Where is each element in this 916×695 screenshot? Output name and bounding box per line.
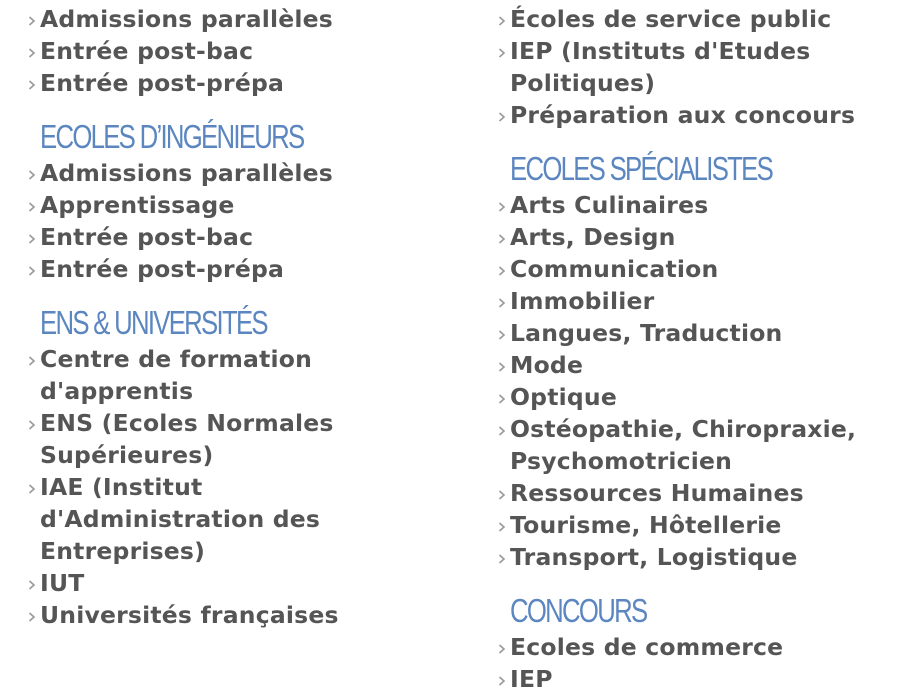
- section-unnamed-top-right: [498, 3, 908, 131]
- chevron-right-icon: [28, 356, 36, 366]
- link-list: [498, 631, 908, 695]
- chevron-right-icon: [498, 234, 506, 244]
- list-item[interactable]: [498, 631, 908, 663]
- chevron-right-icon: [498, 362, 506, 372]
- chevron-right-icon: [28, 170, 36, 180]
- left-column: [28, 0, 448, 631]
- link-list: [498, 3, 908, 131]
- list-item[interactable]: [28, 407, 448, 471]
- link-list: [28, 3, 448, 99]
- link-text[interactable]: Communication: [510, 255, 719, 283]
- list-item[interactable]: [498, 413, 908, 477]
- link-text[interactable]: Préparation aux concours: [510, 101, 856, 129]
- link-text[interactable]: Apprentissage: [40, 191, 235, 219]
- link-list: [498, 189, 908, 573]
- section-concours: [498, 594, 908, 695]
- chevron-right-icon: [28, 420, 36, 430]
- section-heading[interactable]: ENS & UNIVERSITÉS: [40, 304, 267, 341]
- chevron-right-icon: [28, 80, 36, 90]
- section-heading[interactable]: CONCOURS: [510, 592, 647, 629]
- list-item[interactable]: [498, 317, 908, 349]
- link-text[interactable]: Entrée post-prépa: [40, 255, 285, 283]
- link-text[interactable]: IAE (Institut d'Administration des Entreprises): [40, 473, 321, 565]
- link-text[interactable]: Entrée post-bac: [40, 37, 254, 65]
- list-item[interactable]: [498, 189, 908, 221]
- chevron-right-icon: [498, 426, 506, 436]
- link-text[interactable]: IEP: [510, 665, 553, 693]
- section-heading[interactable]: ECOLES D’INGÉNIEURS: [40, 118, 304, 155]
- link-text[interactable]: ENS (Ecoles Normales Supérieures): [40, 409, 334, 469]
- chevron-right-icon: [498, 48, 506, 58]
- list-item[interactable]: [28, 3, 448, 35]
- chevron-right-icon: [28, 580, 36, 590]
- list-item[interactable]: [28, 67, 448, 99]
- chevron-right-icon: [498, 16, 506, 26]
- chevron-right-icon: [498, 522, 506, 532]
- chevron-right-icon: [28, 484, 36, 494]
- link-text[interactable]: Langues, Traduction: [510, 319, 783, 347]
- chevron-right-icon: [28, 202, 36, 212]
- chevron-right-icon: [498, 298, 506, 308]
- link-text[interactable]: Arts, Design: [510, 223, 676, 251]
- link-text[interactable]: IUT: [40, 569, 85, 597]
- link-text[interactable]: Admissions parallèles: [40, 159, 333, 187]
- list-item[interactable]: [498, 35, 908, 99]
- link-text[interactable]: Tourisme, Hôtellerie: [510, 511, 782, 539]
- chevron-right-icon: [498, 330, 506, 340]
- chevron-right-icon: [498, 266, 506, 276]
- list-item[interactable]: [498, 541, 908, 573]
- link-text[interactable]: Écoles de service public: [510, 5, 832, 33]
- list-item[interactable]: [498, 221, 908, 253]
- list-item[interactable]: [498, 253, 908, 285]
- link-text[interactable]: Universités françaises: [40, 601, 339, 629]
- list-item[interactable]: [498, 285, 908, 317]
- list-item[interactable]: [498, 3, 908, 35]
- list-item[interactable]: [498, 477, 908, 509]
- link-list: [28, 343, 448, 631]
- chevron-right-icon: [28, 16, 36, 26]
- chevron-right-icon: [498, 644, 506, 654]
- list-item[interactable]: [28, 157, 448, 189]
- list-item[interactable]: [28, 253, 448, 285]
- link-text[interactable]: Entrée post-bac: [40, 223, 254, 251]
- list-item[interactable]: [28, 35, 448, 67]
- link-text[interactable]: IEP (Instituts d'Etudes Politiques): [510, 37, 811, 97]
- link-list: [28, 157, 448, 285]
- link-text[interactable]: Entrée post-prépa: [40, 69, 285, 97]
- section-ens-universites: [28, 306, 448, 631]
- link-text[interactable]: Mode: [510, 351, 584, 379]
- list-item[interactable]: [498, 509, 908, 541]
- link-text[interactable]: Arts Culinaires: [510, 191, 709, 219]
- chevron-right-icon: [498, 112, 506, 122]
- link-text[interactable]: Ressources Humaines: [510, 479, 804, 507]
- list-item[interactable]: [28, 221, 448, 253]
- chevron-right-icon: [498, 676, 506, 686]
- link-text[interactable]: Centre de formation d'apprentis: [40, 345, 313, 405]
- chevron-right-icon: [498, 202, 506, 212]
- link-text[interactable]: Transport, Logistique: [510, 543, 798, 571]
- link-text[interactable]: Ostéopathie, Chiropraxie, Psychomotricien: [510, 415, 857, 475]
- list-item[interactable]: [28, 471, 448, 567]
- list-item[interactable]: [28, 343, 448, 407]
- list-item[interactable]: [498, 381, 908, 413]
- chevron-right-icon: [498, 490, 506, 500]
- link-text[interactable]: Immobilier: [510, 287, 655, 315]
- link-text[interactable]: Optique: [510, 383, 617, 411]
- chevron-right-icon: [498, 394, 506, 404]
- link-text[interactable]: Ecoles de commerce: [510, 633, 784, 661]
- right-column: [498, 0, 908, 695]
- list-item[interactable]: [28, 599, 448, 631]
- list-item[interactable]: [498, 99, 908, 131]
- chevron-right-icon: [28, 612, 36, 622]
- list-item[interactable]: [28, 189, 448, 221]
- chevron-right-icon: [28, 234, 36, 244]
- chevron-right-icon: [28, 48, 36, 58]
- chevron-right-icon: [498, 554, 506, 564]
- section-heading[interactable]: ECOLES SPÉCIALISTES: [510, 150, 773, 187]
- section-ecoles-specialistes: [498, 152, 908, 573]
- list-item[interactable]: [498, 349, 908, 381]
- link-text[interactable]: Admissions parallèles: [40, 5, 333, 33]
- section-ecoles-ingenieurs: [28, 120, 448, 285]
- section-unnamed-top-left: [28, 3, 448, 99]
- chevron-right-icon: [28, 266, 36, 276]
- list-item[interactable]: [498, 663, 908, 695]
- list-item[interactable]: [28, 567, 448, 599]
